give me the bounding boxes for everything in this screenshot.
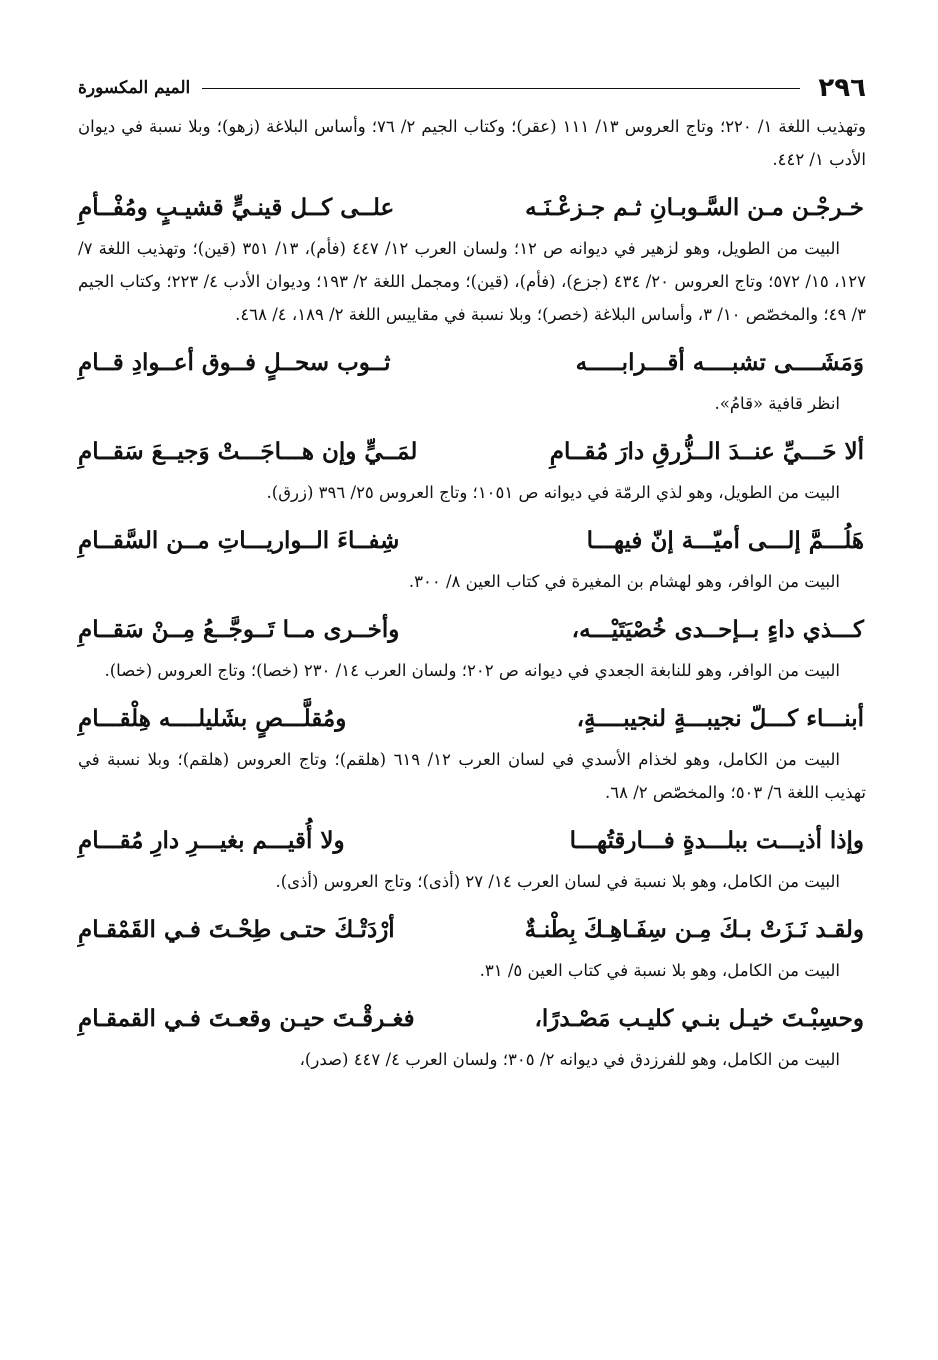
- verse-line: [78, 517, 864, 565]
- verse-citation: البيت من الوافر، وهو لهشام بن المغيرة في كتاب العين ٨/ ٣٠٠.: [408, 572, 840, 591]
- verse-second-hemistich: لمَــيٍّ وإن هـــاجَـــتْ وَجيــعَ سَقــامِ: [78, 438, 418, 465]
- verse-entry: [78, 695, 866, 809]
- verse-second-hemistich: ولا أُقيـــم بغيـــرِ دارِ مُقـــامِ: [78, 827, 345, 854]
- page-number: ٢٩٦: [818, 73, 866, 103]
- verse-entry: [78, 517, 866, 598]
- verse-line: [78, 995, 864, 1043]
- running-title: الميم المكسورة: [78, 78, 191, 98]
- verse-line: [78, 428, 864, 476]
- verse-first-hemistich: أبنـــاء كـــلّ نجيبـــةٍ لنجيبــــةٍ،: [576, 705, 864, 732]
- verse-second-hemistich: علــى كــل قينـيٍّ قشيـبٍ ومُفْــأمِ: [78, 194, 395, 221]
- intro-citation: وتهذيب اللغة ١/ ٢٢٠؛ وتاج العروس ١٣/ ١١١ (عقر)؛ وكتاب الجيم ٢/ ٧٦؛ وأساس البلاغة (زهو)؛ وبلا نسبة في ديوان الأدب ١/ ٤٤٢.: [78, 117, 866, 169]
- verse-citation: البيت من الوافر، وهو للنابغة الجعدي في ديوانه ص ٢٠٢؛ ولسان العرب ١٤/ ٢٣٠ (خصا)؛ وتاج العروس (خصا).: [104, 661, 840, 680]
- verse-citation: البيت من الطويل، وهو لذي الرمّة في ديوانه ص ١٠٥١؛ وتاج العروس ٢٥/ ٣٩٦ (زرق).: [266, 483, 840, 502]
- verse-entry: [78, 184, 866, 331]
- verse-citation: البيت من الكامل، وهو بلا نسبة في لسان العرب ١٤/ ٢٧ (أذى)؛ وتاج العروس (أذى).: [275, 872, 840, 891]
- verse-citation: البيت من الطويل، وهو لزهير في ديوانه ص ١٢؛ ولسان العرب ١٢/ ٤٤٧ (فأم)، ١٣/ ٣٥١ (قين)؛ وتهذيب اللغة ٧/ ١٢٧، ١٥/ ٥٧٢؛ وتاج العروس ٢٠/ ٤٣٤ (جزع)، (فأم)، (قين)؛ ومجمل اللغة ٢/ ١٩٣؛ وديوان الأدب ٤/ ٢٢٣؛ وكتاب الجيم ٣/ ٤٩؛ والمخصّص ١٠/ ٣، وأساس البلاغة (خصر)؛ وبلا نسبة في مقاييس اللغة ٢/ ١٨٩، ٤/ ٤٦٨.: [78, 239, 867, 324]
- verse-second-hemistich: وأخــرى مــا تَــوجَّــعُ مِــنْ سَقــامِ: [78, 616, 400, 643]
- verse-first-hemistich: هَلُـــمَّ إلـــى أميّـــة إنّ فيهـــا: [586, 527, 864, 554]
- verse-entry: [78, 817, 866, 898]
- verse-second-hemistich: ثــوب سحــلٍ فــوق أعــوادِ قــامِ: [78, 349, 391, 376]
- page-header: [78, 68, 866, 108]
- verse-second-hemistich: أرْدَتْـكَ حتـى طِحْـتَ فـي القَمْقـامِ: [78, 916, 395, 943]
- verse-first-hemistich: وَمَشَــــى تشبــــه أقـــرابـــــه: [575, 349, 864, 376]
- verse-first-hemistich: كـــذي داءٍ بــإحــدى خُصْيَتَيْـــه،: [571, 616, 864, 643]
- verse-entry: [78, 428, 866, 509]
- verse-second-hemistich: ومُقلَّـــصٍ بشَليلــــه هِلْقـــامِ: [78, 705, 347, 732]
- verse-first-hemistich: ألا حَـــيِّ عنــدَ الــزُّرقِ دارَ مُقــامِ: [549, 438, 864, 465]
- verse-entry: [78, 606, 866, 687]
- verse-line: [78, 606, 864, 654]
- verse-entry: [78, 995, 866, 1076]
- verse-citation: انظر قافية «قامُ».: [714, 394, 840, 413]
- verse-entry: [78, 339, 866, 420]
- verse-line: [78, 339, 864, 387]
- verse-first-hemistich: وإذا أذيـــت ببلـــدةٍ فـــارقتُهـــا: [569, 827, 864, 854]
- verse-citation: البيت من الكامل، وهو للفرزدق في ديوانه ٢/ ٣٠٥؛ ولسان العرب ٤/ ٤٤٧ (صدر)،: [299, 1050, 840, 1069]
- verse-second-hemistich: فغـرقْـتَ حيـن وقعـتَ فـي القمقـامِ: [78, 1005, 415, 1032]
- verse-first-hemistich: وحسِبْـتَ خيـل بنـي كليـب مَصْـدرًا،: [534, 1005, 864, 1032]
- verse-line: [78, 184, 864, 232]
- verse-line: [78, 695, 864, 743]
- verse-second-hemistich: شِفــاءَ الــواريـــاتِ مــن السَّقــامِ: [78, 527, 400, 554]
- verse-line: [78, 817, 864, 865]
- verse-citation: البيت من الكامل، وهو لخذام الأسدي في لسان العرب ١٢/ ٦١٩ (هلقم)؛ وتاج العروس (هلقم)؛ وبلا نسبة في تهذيب اللغة ٦/ ٥٠٣؛ والمخصّص ٢/ ٦٨.: [78, 750, 866, 802]
- verse-line: [78, 906, 864, 954]
- verse-entry: [78, 906, 866, 987]
- verse-first-hemistich: ولقـد نَـزَتْ بـكَ مِـن سِفَـاهِـكَ بِطْنـةٌ: [524, 916, 864, 943]
- header-rule: [202, 88, 800, 89]
- verse-citation: البيت من الكامل، وهو بلا نسبة في كتاب العين ٥/ ٣١.: [479, 961, 840, 980]
- verse-first-hemistich: خـرجْـن مـن السَّـوبـانِ ثـم جـزعْـنَـه: [525, 194, 864, 221]
